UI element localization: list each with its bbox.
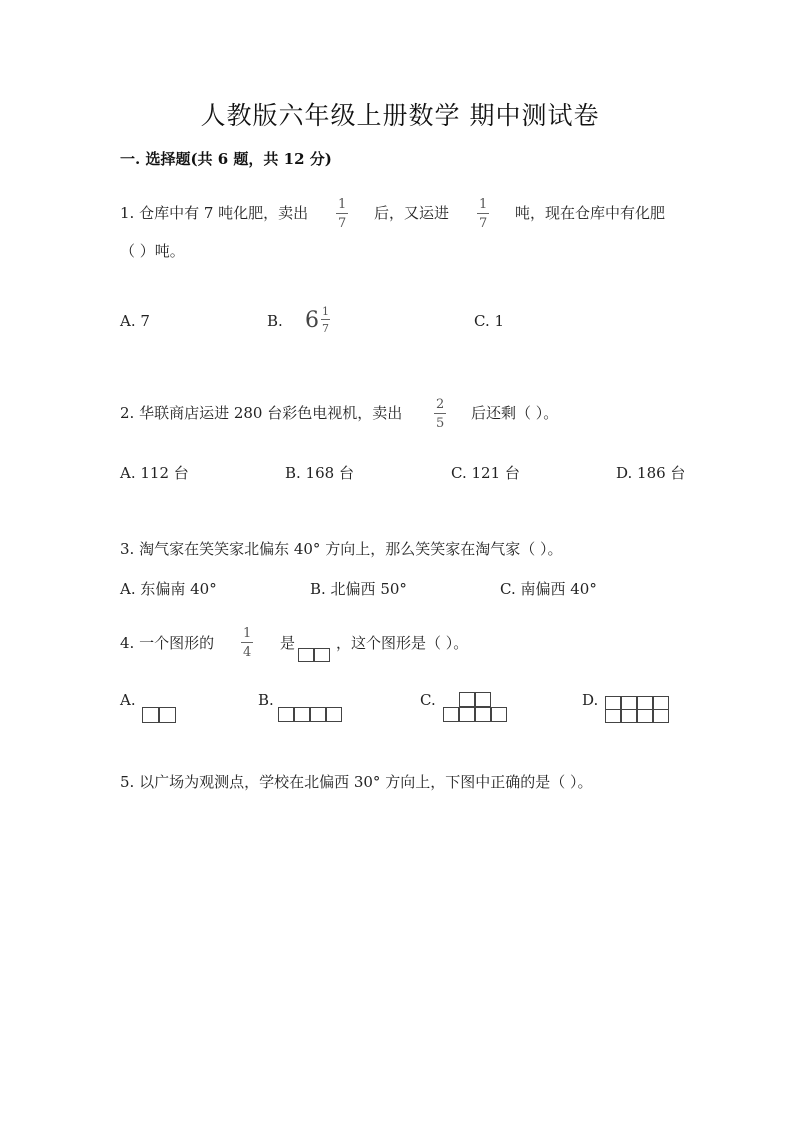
- q1-text-line2: （ ）吨。: [120, 242, 185, 260]
- q2-frac-numerator: 2: [436, 397, 445, 412]
- q1-optb-numerator: 1: [322, 305, 329, 318]
- q4-text-part2: 是: [280, 634, 296, 652]
- q1-frac1-denominator: 7: [338, 216, 347, 231]
- section-heading: 一. 选择题(共 6 题，共 12 分): [120, 150, 332, 168]
- q4-quarter-figure: [298, 648, 330, 661]
- q1-fraction-1: [336, 198, 348, 230]
- q4-fraction: [241, 627, 253, 659]
- q4-frac-denominator: 4: [243, 645, 252, 660]
- q4-option-c-figure: [443, 692, 507, 722]
- q4-option-a-label: A.: [120, 691, 136, 709]
- q4-option-d-figure: [605, 696, 669, 722]
- q4-option-b-label: B.: [258, 691, 274, 709]
- q1-optb-denominator: 7: [322, 322, 329, 335]
- q4-option-c-label: C.: [420, 691, 436, 709]
- q2-frac-denominator: 5: [436, 416, 445, 431]
- q1-frac2-numerator: 1: [479, 197, 488, 212]
- q3-option-b: B. 北偏西 50°: [310, 580, 407, 598]
- q1-frac1-numerator: 1: [338, 197, 347, 212]
- q2-option-c: C. 121 台: [451, 464, 520, 482]
- q1-option-b-mixed-number: [305, 306, 331, 334]
- q2-option-b: B. 168 台: [285, 464, 354, 482]
- q4-text-part3: ，这个图形是（ ）。: [336, 634, 469, 652]
- q3-text: 3. 淘气家在笑笑家北偏东 40° 方向上，那么笑笑家在淘气家（ ）。: [120, 540, 563, 558]
- q5-text: 5. 以广场为观测点，学校在北偏西 30° 方向上，下图中正确的是（ ）。: [120, 773, 593, 791]
- q1-option-b-label: B.: [267, 312, 283, 330]
- q1-text-part2: 后，又运进: [374, 204, 450, 222]
- q1-fraction-2: [477, 198, 489, 230]
- q3-option-a: A. 东偏南 40°: [120, 580, 217, 598]
- q3-option-c: C. 南偏西 40°: [500, 580, 597, 598]
- q4-option-d-label: D.: [582, 691, 599, 709]
- q1-option-a: A. 7: [120, 312, 150, 330]
- q2-text-part2: 后还剩（ ）。: [471, 404, 559, 422]
- page-title: 人教版六年级上册数学 期中测试卷: [200, 101, 600, 130]
- q4-option-a-figure: [142, 707, 176, 722]
- q4-frac-numerator: 1: [243, 626, 252, 641]
- q1-frac2-denominator: 7: [479, 216, 488, 231]
- q4-option-b-figure: [278, 707, 342, 721]
- q1-option-c: C. 1: [474, 312, 505, 330]
- q1-text-part1: 1. 仓库中有 7 吨化肥，卖出: [120, 204, 309, 222]
- q4-text-part1: 4. 一个图形的: [120, 634, 215, 652]
- q2-fraction: [434, 398, 446, 430]
- q1-optb-whole: 6: [305, 307, 319, 333]
- q2-text-part1: 2. 华联商店运进 280 台彩色电视机，卖出: [120, 404, 403, 422]
- q2-option-d: D. 186 台: [616, 464, 686, 482]
- q2-option-a: A. 112 台: [120, 464, 189, 482]
- q1-text-part3: 吨，现在仓库中有化肥: [515, 204, 666, 222]
